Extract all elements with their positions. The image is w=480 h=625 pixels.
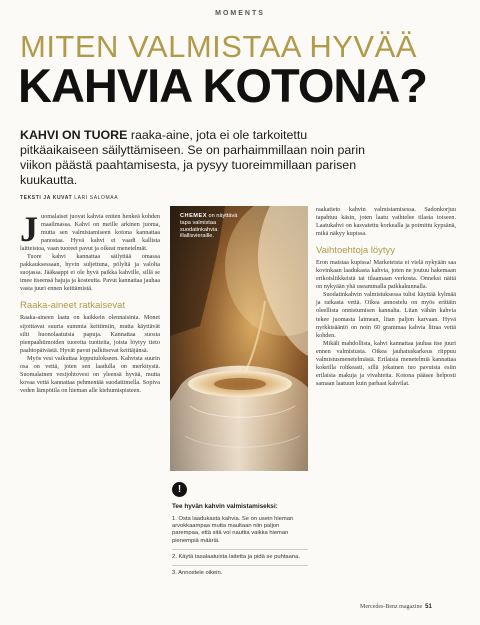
column1-paragraph-1: uomalaiset juovat kahvia eniten henkeä kohden maailmassa. Kahvi on meille arkinen juoma, mutta sen valmistamiseen kotona kannattaa panostaa. Hyvä kahvi ei vaadi kallista laitteistoa, vaan tuoreet pavut ja oikeat menetelmät.	[20, 213, 160, 253]
byline-label: TEKSTI JA KUVAT	[20, 195, 73, 201]
tips-box	[172, 503, 308, 585]
tip-item: 1. Osta laadukasta kahvia. Se on usein hieman arvokkaampaa mutta maultaan niin paljon parempaa, että sitä voi nauttia vaikka hieman pienempiä määriä.	[172, 516, 308, 550]
dropcap: J	[20, 209, 38, 249]
column1-paragraph-2: Tuore kahvi kannattaa säilyttää omassa pakkauksessaan, hyvin suljettuna, pölyltä ja valolta suojassa. Jääkaappi ei ole hyvä paikka kahville, sillä se imee itseensä hajuja ja kosteutta. Pavut kannattaa jauhaa vasta juuri ennen keittämistä.	[20, 253, 160, 293]
column1-subheading: Raaka-aineet ratkaisevat	[20, 300, 126, 312]
column3-paragraph-1: raakatieto kahvin valmistamisessa. Sadonkorjuu tapahtuu käsin, joten laatu vaihtelee tilasta toiseen. Laatukahvi on kasvatettu korkealla ja poimittu kypsänä, mikä näkyy kupissa.	[316, 206, 456, 238]
article-column-1	[20, 209, 160, 395]
column3-paragraph-2: Eron maistaa kupissa! Marketeista ei vielä nykyään saa kovinkaan laadukasta kahvia, joten ne joutuu hakemaan erikoisliikkeistä tai tilaamaan verkosta. Onneksi näitä on nykyään yhä useammalla paikkakunnalla.	[316, 259, 456, 291]
byline-author: LARI SALOMAA	[74, 195, 119, 201]
column3-paragraph-3: Suodatinkahvin valmistuksessa tulisi käyttää kylmää ja raikasta vettä. Oikea annostelu on myös erittäin oleellista onnistumisen kannalta. Liian vähän kahvia tekee juomasta laimean, liian paljon karvaan. Hyvä nyrkkisääntö on noin 60 grammaa kahvia litraa vettä kohden.	[316, 291, 456, 339]
byline	[20, 195, 118, 201]
page-title: KAHVIA KOTONA?	[18, 59, 427, 112]
chemex-photo	[170, 206, 308, 471]
caption-label: CHEMEX	[180, 213, 207, 219]
column1-paragraph-3: Raaka-aineen laatu on kaikkein olennaisinta. Monet sijoittavat suuria summia keittimiin, mutta käyttävät silti huonolaatuisia papuja. Kannattaa suosia pienpaahtimoiden tuoreita tuotteita, joista löytyy tieto paahtopäivästä. Hyvät pavut palkitsevat keittäjänsä.	[20, 314, 160, 354]
tips-title: Tee hyvän kahvin valmistamiseksi:	[172, 503, 278, 510]
column3-subheading: Vaihtoehtoja löytyy	[316, 245, 396, 257]
tip-item: 2. Käytä tasalaatuista laitetta ja pidä se puhtaana.	[172, 554, 308, 566]
lead-paragraph	[20, 128, 370, 188]
page-footer	[360, 604, 432, 610]
chemex-photo-illustration	[170, 206, 308, 471]
photo-caption	[180, 213, 242, 240]
section-label: MOMENTS	[215, 10, 265, 17]
lead-bold: KAHVI ON TUORE	[20, 128, 128, 142]
column1-paragraph-4: Myös vesi vaikuttaa lopputulokseen. Kahvista suurin osa on vettä, joten sen laadulla on merkitystä. Suomalainen vesijohtovesi on yleensä hyvää, mutta kovaa vettä kannattaa pehmentää suodattimella. Sopiva veden lämpötila on hieman alle kiehumispisteen.	[20, 354, 160, 394]
lead-text: raaka-aine, jota ei ole tarkoitettu pitkäaikaiseen säilyttämiseen. Se on parhaimmillaan noin parin viikon päästä paahtamisesta, ja pysyy tuoreimmillaan parisen kuukautta.	[20, 128, 366, 187]
tip-item: 3. Annostele oikein.	[172, 570, 223, 577]
exclamation-icon: !	[172, 482, 187, 497]
page-number: 51	[425, 604, 432, 610]
article-column-3	[316, 206, 456, 388]
caption-text: on näyttävä tapa valmistaa suodatinkahvia illallisvieraille.	[180, 213, 238, 240]
column3-paragraph-4: Mikäli mahdollista, kahvi kannattaa jauhaa itse juuri ennen valmistusta. Oikea jauhatuskarkeus riippuu valmistusmenetelmästä. Erilaisia menetelmiä kannattaa kokeilla rohkeasti, sillä jokainen tuo pavuista esiin erilaisia makuja ja vivahteita. Kotona pääsee helposti samaan laatuun kuin parhaat kahvilat.	[316, 339, 456, 387]
title-kicker: MITEN VALMISTAA HYVÄÄ	[20, 29, 417, 64]
magazine-name: Mercedes-Benz magazine	[360, 604, 423, 610]
